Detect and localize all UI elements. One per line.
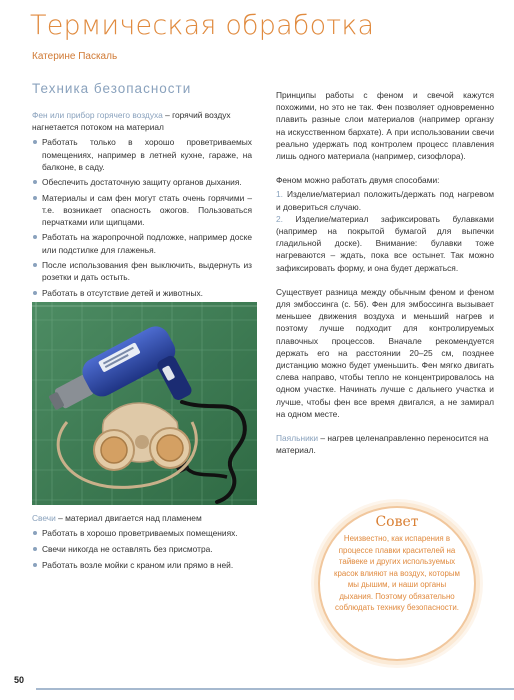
list-item: Работать в хорошо проветриваемых помещениях. [32,527,252,539]
heat-gun-description: – горячий воздух нагнетается потоком на материал [32,110,231,133]
page-title: Термическая обработка [30,10,375,41]
page-number: 50 [14,675,25,685]
methods-intro: Феном можно работать двумя способами: [276,175,440,186]
soldering-text: – нагрев целенаправленно переносится на материал. [276,433,489,456]
heat-gun-term: Фен или прибор горячего воздуха [32,110,163,120]
method-2 [276,213,494,274]
heat-gun-block [32,109,252,302]
author-name: Катерине Паскаль [32,51,118,62]
photo-illustration [32,302,257,505]
difference-paragraph: Существует разница между обычным феном и феном для эмбоссинга (с. 56). Фен для эмбоссинга вызывает меньшее движения воздуха и меньший нагрев и поэтому лучше подходит для контролируемых плавочных процессов. Вначале рекомендуется держать его на расстоянии 20–25 см, позднее дистанцию можно будет уменьшить. Фен мягко двигать слева направо, чтобы тепло не концентрировалось на одном участке. Начинать лучше с дальнего участка и лучше, чтобы фен все время двигался, а не замирал на одном месте. [276,286,494,419]
tip-text: Неизвестно, как испарения в процессе плавки красителей на тайвеке и других используемых красок влияют на воздух, которым мы дышим, и наши органы дыхания. Поэтому обязательно соблюдать технику безопасности. [334,534,460,612]
list-item: Материалы и сам фен могут стать очень горячими – т.е. возникает опасность ожогов. Пользоваться перчатками или щипцами. [32,192,252,229]
candle-safety-list [32,527,252,571]
method-1 [276,188,494,212]
candle-description: – материал двигается над пламенем [55,513,202,523]
list-item: Работать возле мойки с краном или прямо в ней. [32,559,252,571]
tip-title: Совет [375,514,419,530]
intro-paragraph: Принципы работы с феном и свечой кажутся похожими, но это не так. Фен позволяет одновременно плавить разные слои материалов (например органзу на искусственном бархате). А при использовании свечи реально удержать под контролем процесс плавления лишь одного материала (например, сизофлора). [276,90,494,162]
heat-gun-intro [32,109,252,133]
list-item: Обеспечить достаточную защиту органов дыхания. [32,176,252,188]
heat-gun-safety-list [32,136,252,298]
candle-term: Свечи [32,513,56,523]
list-item: После использования фен выключить, выдернуть из розетки и дать остыть. [32,259,252,283]
method-2-text: Изделие/материал зафиксировать булавками (например на покрытой бумагой для выпечки гладильной доске). Внимание: булавки тоже нагреваются – ждать, пока все остынет. Так можно зафиксировать форму, и она будет держаться. [276,213,494,273]
methods-block [276,174,494,274]
right-column [276,89,494,456]
soldering-paragraph [276,432,494,456]
list-item: Свечи никогда не оставлять без присмотра. [32,543,252,555]
section-heading: Техника безопасности [32,81,192,96]
list-item: Работать в отсутствие детей и животных. [32,287,252,299]
footer-rule [36,688,514,690]
list-item: Работать на жаропрочной подложке, например доске или подстилке для глаженья. [32,231,252,255]
method-2-number: 2. [276,213,283,224]
candle-block [32,512,252,575]
method-1-number: 1. [276,189,283,200]
heat-gun-respirator-photo [32,302,257,505]
soldering-term: Паяльники [276,433,319,444]
tip-callout [318,506,476,661]
list-item: Работать только в хорошо проветриваемых помещениях, например в летней кухне, гараже, на балконе, в саду. [32,136,252,173]
method-1-text: Изделие/материал положить/держать под нагревом и довериться случаю. [276,189,494,212]
candle-intro [32,512,252,524]
